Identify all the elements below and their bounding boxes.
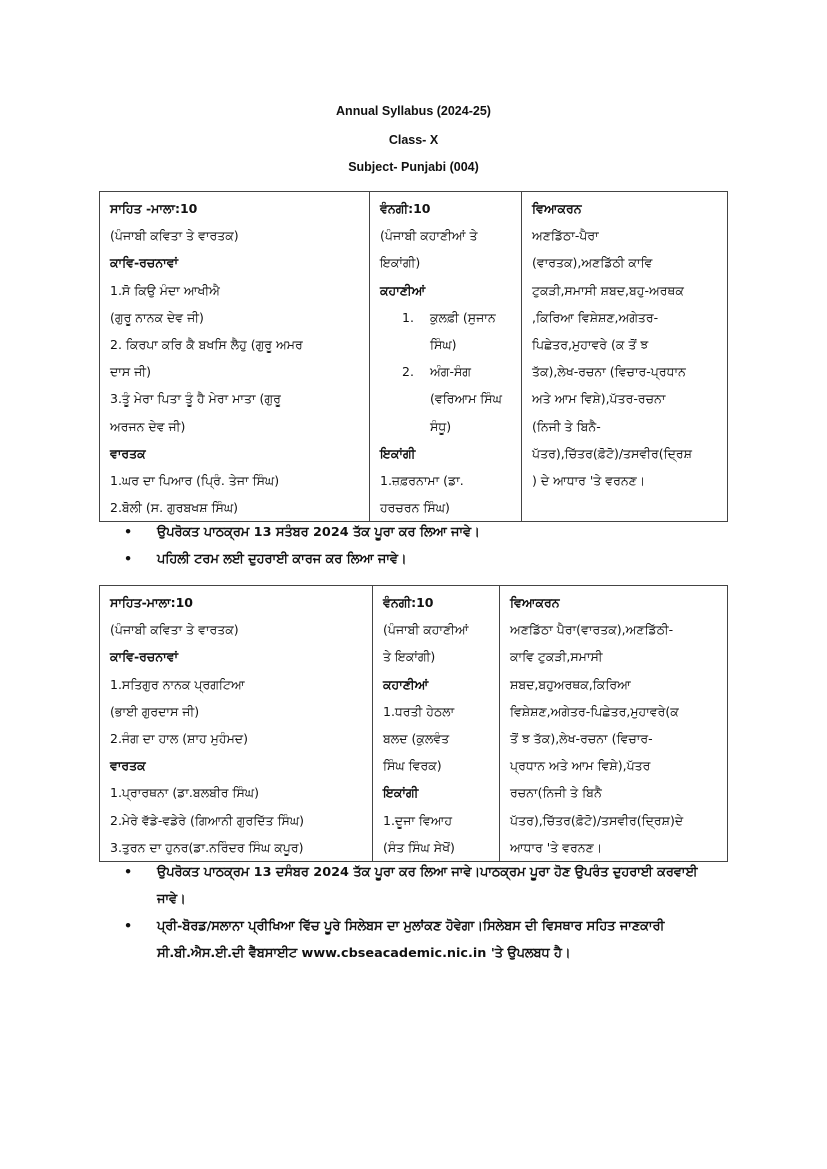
- section-subtitle: (ਪੰਜਾਬੀ ਕਹਾਣੀਆਂ ਤੇ: [380, 228, 478, 244]
- story-item: ਸਿੰਘ ਵਿਰਕ): [383, 758, 442, 774]
- grammar-line: ਕਾਵਿ ਟੁਕੜੀ,ਸਮਾਸੀ: [510, 649, 603, 665]
- stories-heading: ਕਹਾਣੀਆਂ: [380, 282, 426, 298]
- grammar-line: ਪਿਛੇਤਰ,ਮੁਹਾਵਰੇ (ਕ ਤੋਂ ਝ: [532, 337, 649, 353]
- play-item: 1.ਜ਼ਫ਼ਰਨਾਮਾ (ਡਾ.: [380, 473, 464, 489]
- prose-heading: ਵਾਰਤਕ: [110, 758, 146, 774]
- prose-item: 1.ਘਰ ਦਾ ਪਿਆਰ (ਪ੍ਰਿੰ. ਤੇਜਾ ਸਿੰਘ): [110, 473, 280, 489]
- term1-syllabus-table: [99, 191, 728, 522]
- note-item: • ਉਪਰੋਕਤ ਪਾਠਕ੍ਰਮ 13 ਦਸੰਬਰ 2024 ਤੱਕ ਪੂਰਾ ਕਰ ਲਿਆ ਜਾਵੇ।ਪਾਠਕ੍ਰਮ ਪੂਰਾ ਹੋਣ ਉਪਰੰਤ ਦੁਹਰਾਈ ਕਰਵਾਈ ਜਾਵੇ।: [124, 859, 724, 913]
- prose-item: 2.ਮੇਰੇ ਵੱਡੇ-ਵਡੇਰੇ (ਗਿਆਨੀ ਗੁਰਦਿੱਤ ਸਿੰਘ): [110, 812, 305, 828]
- story-item: [380, 304, 514, 358]
- poetry-heading: ਕਾਵਿ-ਰਚਨਾਵਾਂ: [110, 649, 179, 665]
- prose-heading: ਵਾਰਤਕ: [110, 445, 146, 461]
- poetry-item: ਦਾਸ ਜੀ): [110, 364, 151, 380]
- grammar-line: ਅਣਡਿੱਠਾ-ਪੈਰਾ: [532, 228, 599, 244]
- section-subtitle: (ਪੰਜਾਬੀ ਕਵਿਤਾ ਤੇ ਵਾਰਤਕ): [110, 228, 239, 244]
- poetry-item: 2.ਜੰਗ ਦਾ ਹਾਲ (ਸ਼ਾਹ ਮੁਹੰਮਦ): [110, 731, 248, 747]
- poetry-item: 2. ਕਿਰਪਾ ਕਰਿ ਕੈ ਬਖਸਿ ਲੈਹੁ (ਗੁਰੂ ਅਮਰ: [110, 337, 303, 353]
- poetry-item: (ਭਾਈ ਗੁਰਦਾਸ ਜੀ): [110, 703, 200, 719]
- section-heading: ਵਿਆਕਰਨ: [510, 595, 560, 610]
- grammar-line: ਪੱਤਰ),ਚਿੱਤਰ(ਫ਼ੋਟੋ)/ਤਸਵੀਰ(ਦ੍ਰਿਸ਼)ਦੇ: [510, 812, 684, 828]
- section-heading: ਸਾਹਿਤ -ਮਾਲਾ:10: [110, 201, 198, 216]
- section-subtitle: ਤੇ ਇਕਾਂਗੀ): [383, 649, 436, 665]
- section-heading: ਵੰਨਗੀ:10: [380, 201, 431, 216]
- term1-notes-list: [124, 519, 724, 573]
- grammar-line: ਪ੍ਰਧਾਨ ਅਤੇ ਆਮ ਵਿਸ਼ੇ),ਪੱਤਰ: [510, 758, 651, 774]
- play-heading: ਇਕਾਂਗੀ: [383, 785, 419, 801]
- poetry-heading: ਕਾਵਿ-ਰਚਨਾਵਾਂ: [110, 255, 179, 271]
- syllabus-title: Annual Syllabus (2024-25): [336, 104, 491, 118]
- prose-item: 3.ਤੁਰਨ ਦਾ ਹੁਨਰ(ਡਾ.ਨਰਿੰਦਰ ਸਿੰਘ ਕਪੂਰ): [110, 839, 304, 855]
- section-subtitle: (ਪੰਜਾਬੀ ਕਵਿਤਾ ਤੇ ਵਾਰਤਕ): [110, 622, 239, 638]
- story-text: ਕੁਲਫ਼ੀ (ਸੁਜਾਨ: [430, 309, 496, 325]
- poetry-item: (ਗੁਰੂ ਨਾਨਕ ਦੇਵ ਜੀ): [110, 309, 204, 325]
- story-text: ਸੰਧੂ): [430, 418, 452, 434]
- story-text: ਸਿੰਘ): [430, 337, 457, 353]
- term2-vangi-cell: [373, 586, 500, 862]
- section-heading: ਵਿਆਕਰਨ: [532, 201, 582, 216]
- term2-syllabus-table: [99, 585, 728, 862]
- grammar-line: ਟੁਕੜੀ,ਸਮਾਸੀ ਸ਼ਬਦ,ਬਹੁ-ਅਰਥਕ: [532, 282, 684, 298]
- grammar-line: ਅਣਡਿੱਠਾ ਪੈਰਾ(ਵਾਰਤਕ),ਅਣਡਿੱਠੀ-: [510, 622, 674, 638]
- subject-label: Subject- Punjabi (004): [348, 160, 479, 174]
- story-number: 2.: [402, 364, 414, 380]
- grammar-line: ,ਕਿਰਿਆ ਵਿਸ਼ੇਸ਼ਣ,ਅਗੇਤਰ-: [532, 309, 659, 325]
- section-heading: ਵੰਨਗੀ:10: [383, 595, 434, 610]
- grammar-line: ਵਿਸ਼ੇਸ਼ਣ,ਅਗੇਤਰ-ਪਿਛੇਤਰ,ਮੁਹਾਵਰੇ(ਕ: [510, 703, 679, 719]
- section-heading: ਸਾਹਿਤ-ਮਾਲਾ:10: [110, 595, 194, 610]
- grammar-line: ਆਧਾਰ 'ਤੇ ਵਰਨਣ।: [510, 839, 603, 855]
- section-subtitle: (ਪੰਜਾਬੀ ਕਹਾਣੀਆਂ: [383, 622, 469, 638]
- poetry-item: 3.ਤੂੰ ਮੇਰਾ ਪਿਤਾ ਤੂੰ ਹੈ ਮੇਰਾ ਮਾਤਾ (ਗੁਰੂ: [110, 391, 281, 407]
- story-item: ਬਲਦ (ਕੁਲਵੰਤ: [383, 731, 450, 747]
- poetry-item: 1.ਸਤਿਗੁਰ ਨਾਨਕ ਪ੍ਰਗਟਿਆ: [110, 676, 245, 692]
- term2-grammar-cell: [500, 586, 728, 862]
- grammar-line: ਪੱਤਰ),ਚਿੱਤਰ(ਫ਼ੋਟੋ)/ਤਸਵੀਰ(ਦ੍ਰਿਸ਼: [532, 445, 692, 461]
- prose-item: 2.ਬੋਲੀ (ਸ. ਗੁਰਬਖਸ਼ ਸਿੰਘ): [110, 500, 239, 516]
- grammar-line: ) ਦੇ ਆਧਾਰ 'ਤੇ ਵਰਨਣ।: [532, 473, 646, 489]
- term2-sahit-mala-cell: [100, 586, 373, 862]
- grammar-line: ਤੋਂ ਝ ਤੱਕ),ਲੇਖ-ਰਚਨਾ (ਵਿਚਾਰ-: [510, 731, 653, 747]
- stories-heading: ਕਹਾਣੀਆਂ: [383, 676, 429, 692]
- grammar-line: (ਨਿਜੀ ਤੇ ਬਿਨੈ-: [532, 418, 601, 434]
- grammar-line: ਰਚਨਾ(ਨਿਜੀ ਤੇ ਬਿਨੈ: [510, 785, 602, 801]
- note-item: • ਪ੍ਰੀ-ਬੋਰਡ/ਸਲਾਨਾ ਪ੍ਰੀਖਿਆ ਵਿੱਚ ਪੂਰੇ ਸਿਲੇਬਸ ਦਾ ਮੁਲਾਂਕਣ ਹੋਵੇਗਾ।ਸਿਲੇਬਸ ਦੀ ਵਿਸਥਾਰ ਸਹਿਤ ਜਾਣਕਾਰੀ ਸੀ.ਬੀ.ਐਸ.ਈ.ਦੀ ਵੈੱਬਸਾਈਟ www.cbseacademic.nic.in 'ਤੇ ਉਪਲਬਧ ਹੈ।: [124, 913, 724, 967]
- play-item: 1.ਦੂਜਾ ਵਿਆਹ: [383, 812, 453, 828]
- play-heading: ਇਕਾਂਗੀ: [380, 445, 416, 461]
- grammar-line: ਸ਼ਬਦ,ਬਹੁਅਰਥਕ,ਕਿਰਿਆ: [510, 676, 631, 692]
- poetry-item: 1.ਸੋ ਕਿਉ ਮੰਦਾ ਆਖੀਐ: [110, 282, 220, 298]
- term2-notes-list: [124, 859, 724, 967]
- story-number: 1.: [402, 309, 414, 325]
- prose-item: 1.ਪ੍ਰਾਰਥਨਾ (ਡਾ.ਬਲਬੀਰ ਸਿੰਘ): [110, 785, 259, 801]
- note-item: • ਉਪਰੋਕਤ ਪਾਠਕ੍ਰਮ 13 ਸਤੰਬਰ 2024 ਤੱਕ ਪੂਰਾ ਕਰ ਲਿਆ ਜਾਵੇ।: [124, 519, 724, 546]
- story-item: 1.ਧਰਤੀ ਹੇਠਲਾ: [383, 703, 455, 719]
- grammar-line: (ਵਾਰਤਕ),ਅਣਡਿੱਠੀ ਕਾਵਿ: [532, 255, 653, 271]
- grammar-line: ਅਤੇ ਆਮ ਵਿਸ਼ੇ),ਪੱਤਰ-ਰਚਨਾ: [532, 391, 666, 407]
- term1-sahit-mala-cell: [100, 192, 370, 522]
- play-item: ਹਰਚਰਨ ਸਿੰਘ): [380, 500, 450, 516]
- class-label: Class- X: [388, 133, 439, 147]
- grammar-line: ਤੱਕ),ਲੇਖ-ਰਚਨਾ (ਵਿਚਾਰ-ਪ੍ਰਧਾਨ: [532, 364, 686, 380]
- note-item: • ਪਹਿਲੀ ਟਰਮ ਲਈ ਦੁਹਰਾਈ ਕਾਰਜ ਕਰ ਲਿਆ ਜਾਵੇ।: [124, 546, 724, 573]
- poetry-item: ਅਰਜਨ ਦੇਵ ਜੀ): [110, 418, 186, 434]
- story-item: [380, 358, 514, 440]
- term1-grammar-cell: [522, 192, 728, 522]
- section-subtitle: ਇਕਾਂਗੀ): [380, 255, 421, 271]
- story-text: ਅੰਗ-ਸੰਗ: [430, 364, 471, 380]
- term1-vangi-cell: [370, 192, 522, 522]
- play-item: (ਸੰਤ ਸਿੰਘ ਸੇਖੋਂ): [383, 839, 455, 855]
- story-text: (ਵਰਿਆਮ ਸਿੰਘ: [430, 391, 502, 407]
